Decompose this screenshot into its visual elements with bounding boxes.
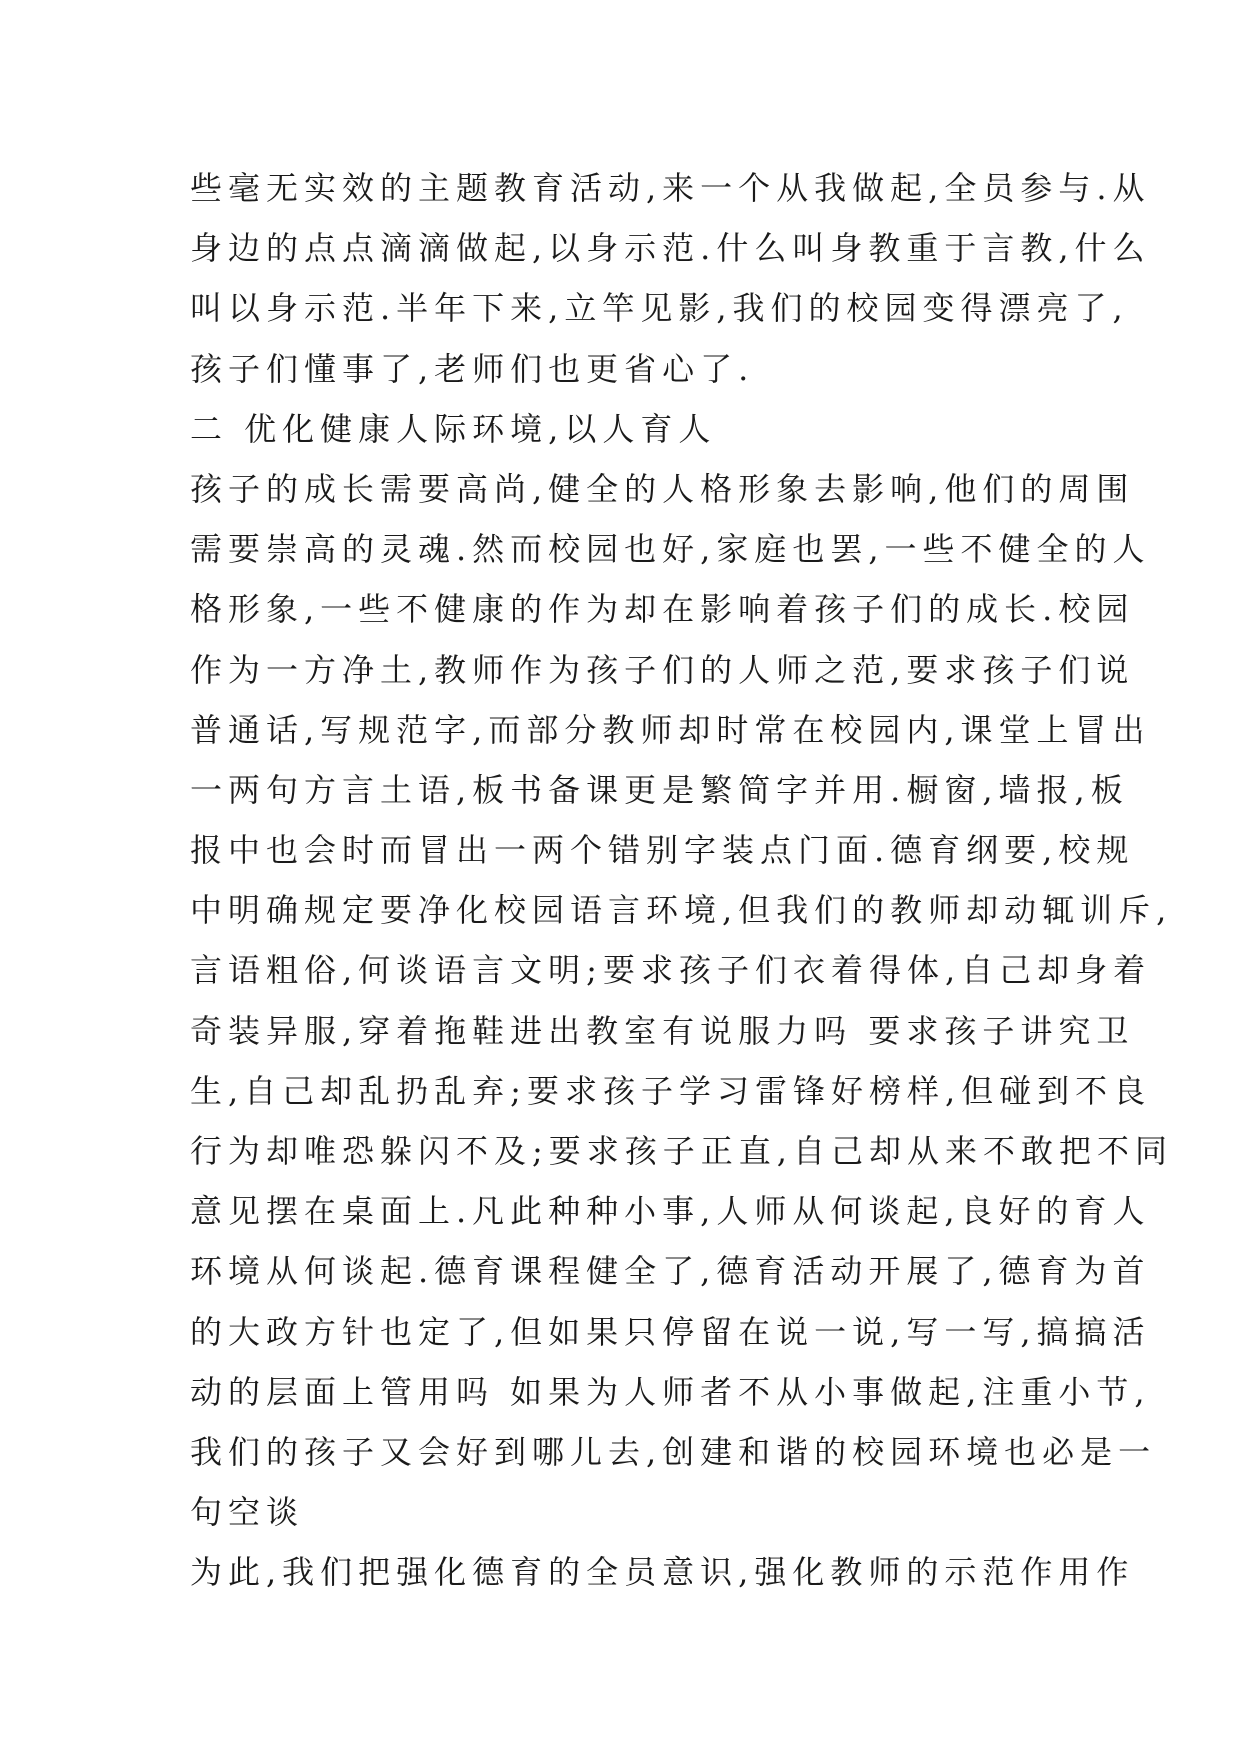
- text-line: 我们的孩子又会好到哪儿去,创建和谐的校园环境也必是一: [190, 1432, 1157, 1471]
- text-line: 一两句方言土语,板书备课更是繁简字并用.橱窗,墙报,板: [190, 770, 1129, 809]
- text-line: 为此,我们把强化德育的全员意识,强化教师的示范作用作: [190, 1553, 1135, 1592]
- text-line: 动的层面上管用吗 如果为人师者不从小事做起,注重小节,: [190, 1372, 1151, 1411]
- text-line: 些毫无实效的主题教育活动,来一个从我做起,全员参与.从: [190, 169, 1151, 207]
- text-line: 行为却唯恐躲闪不及;要求孩子正直,自己却从来不敢把不同: [190, 1132, 1173, 1170]
- text-line: 环境从何谈起.德育课程健全了,德育活动开展了,德育为首: [190, 1252, 1151, 1291]
- text-line: 普通话,写规范字,而部分教师却时常在校园内,课堂上冒出: [190, 710, 1151, 749]
- document-body: [190, 158, 1173, 1603]
- text-line: 需要崇高的灵魂.然而校园也好,家庭也罢,一些不健全的人: [190, 530, 1151, 569]
- text-line: 言语粗俗,何谈语言文明;要求孩子们衣着得体,自己却身着: [190, 951, 1152, 990]
- text-line: 孩子的成长需要高尚,健全的人格形象去影响,他们的周围: [190, 469, 1135, 508]
- text-line: 格形象,一些不健康的作为却在影响着孩子们的成长.校园: [190, 590, 1135, 629]
- text-line: 报中也会时而冒出一两个错别字装点门面.德育纲要,校规: [190, 831, 1135, 870]
- text-line: 意见摆在桌面上.凡此种种小事,人师从何谈起,良好的育人: [190, 1192, 1151, 1231]
- text-line: 叫以身示范.半年下来,立竿见影,我们的校园变得漂亮了,: [190, 289, 1129, 328]
- section-heading: 二 优化健康人际环境,以人育人: [190, 409, 717, 448]
- text-line: 作为一方净土,教师作为孩子们的人师之范,要求孩子们说: [190, 650, 1135, 689]
- text-line: 的大政方针也定了,但如果只停留在说一说,写一写,搞搞活: [190, 1312, 1151, 1351]
- text-line: 中明确规定要净化校园语言环境,但我们的教师却动辄训斥,: [190, 891, 1173, 930]
- text-line: 生,自己却乱扔乱弃;要求孩子学习雷锋好榜样,但碰到不良: [190, 1071, 1152, 1110]
- text-line: 身边的点点滴滴做起,以身示范.什么叫身教重于言教,什么: [190, 229, 1151, 268]
- text-line: 奇装异服,穿着拖鞋进出教室有说服力吗 要求孩子讲究卫: [190, 1011, 1135, 1050]
- text-line: 句空谈: [190, 1493, 305, 1532]
- text-line: 孩子们懂事了,老师们也更省心了.: [190, 349, 755, 388]
